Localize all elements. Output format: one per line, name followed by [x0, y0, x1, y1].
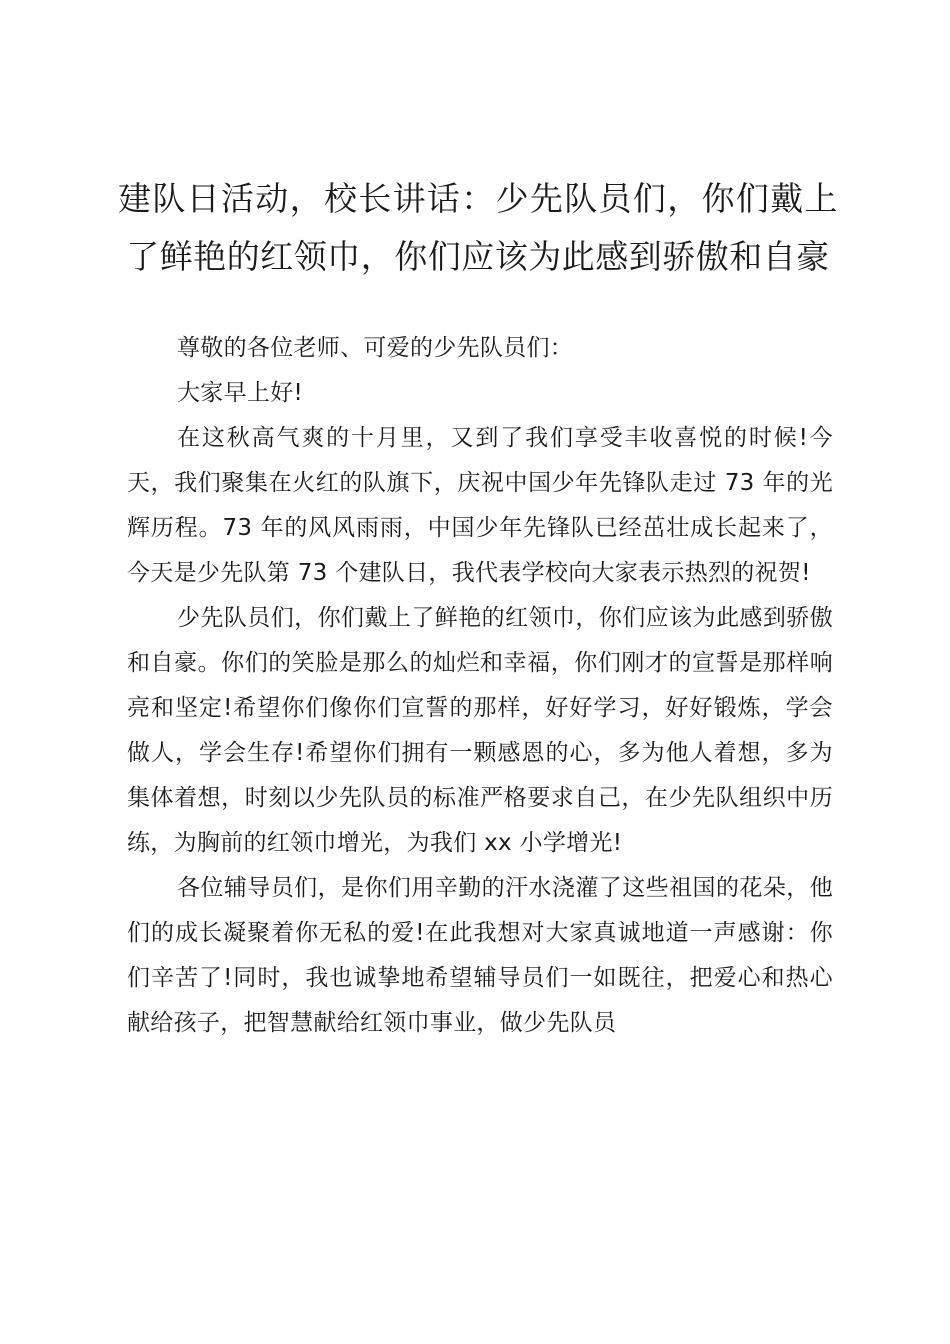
- document-title: 建队日活动，校长讲话：少先队员们，你们戴上了鲜艳的红领巾，你们应该为此感到骄傲和自豪: [118, 179, 838, 276]
- salutation-paragraph: 尊敬的各位老师、可爱的少先队员们：: [177, 335, 574, 361]
- document-body: [127, 326, 833, 1046]
- body-paragraph: 在这秋高气爽的十月里，又到了我们享受丰收喜悦的时候!今天，我们聚集在火红的队旗下，庆祝中国少年先锋队走过 73 年的光辉历程。73 年的风风雨雨，中国少年先锋队已经茁壮成长起来了，今天是少先队第 73 个建队日，我代表学校向大家表示热烈的祝贺!: [127, 425, 833, 586]
- body-paragraph: 少先队员们，你们戴上了鲜艳的红领巾，你们应该为此感到骄傲和自豪。你们的笑脸是那么的灿烂和幸福，你们刚才的宣誓是那样响亮和坚定!希望你们像你们宣誓的那样，好好学习，好好锻炼，学会做人，学会生存!希望你们拥有一颗感恩的心，多为他人着想，多为集体着想，时刻以少先队员的标准严格要求自己，在少先队组织中历练，为胸前的红领巾增光，为我们 xx 小学增光!: [127, 605, 833, 856]
- greeting-paragraph: 大家早上好!: [177, 380, 304, 406]
- body-paragraph: 各位辅导员们，是你们用辛勤的汗水浇灌了这些祖国的花朵，他们的成长凝聚着你无私的爱!在此我想对大家真诚地道一声感谢：你们辛苦了!同时，我也诚挚地希望辅导员们一如既往，把爱心和热心献给孩子，把智慧献给红领巾事业，做少先队员: [127, 875, 833, 1036]
